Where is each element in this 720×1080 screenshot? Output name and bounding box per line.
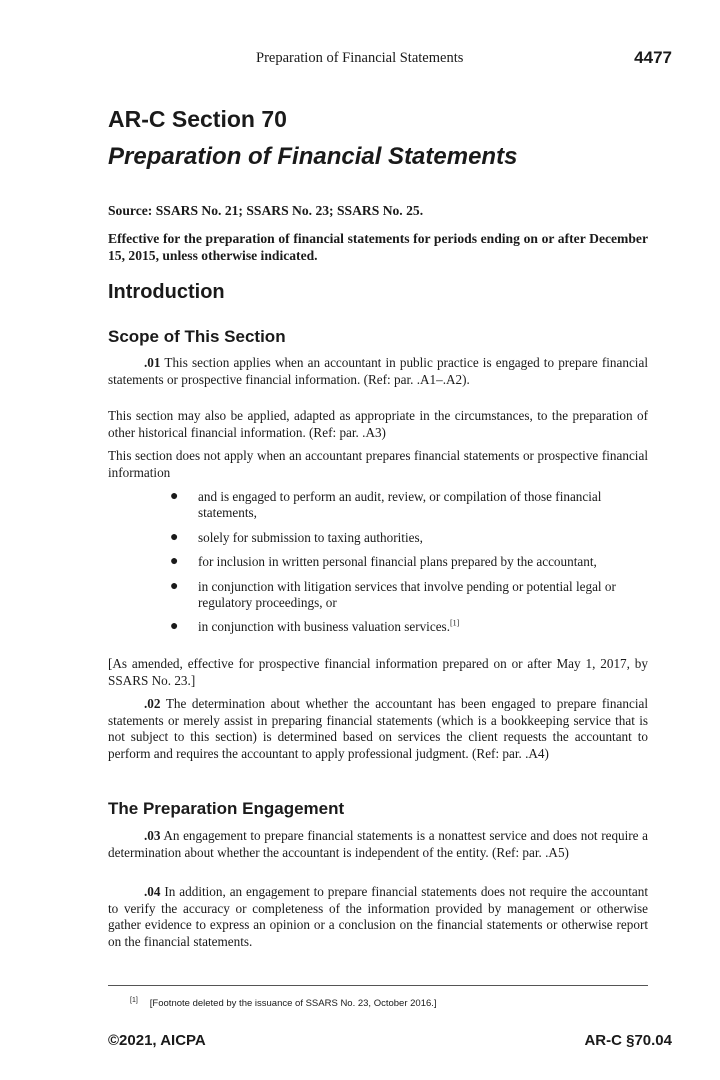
list-item-text: for inclusion in written personal financial plans prepared by the accountant,	[198, 554, 597, 569]
paragraph-text: The determination about whether the accountant has been engaged to prepare financial statements or merely assist in preparing financial statements (which is a bookkeeping service that is not subject to this section) is determined based on services the client requests the accountant to perform and requires the accountant to apply professional judgment. (Ref: par. .A4)	[108, 696, 648, 761]
paragraph-number: .03	[144, 828, 161, 843]
preparation-engagement-heading: The Preparation Engagement	[108, 799, 345, 818]
paragraph-03	[108, 828, 648, 861]
introduction-heading: Introduction	[108, 281, 225, 303]
footnote-text: [Footnote deleted by the issuance of SSARS No. 23, October 2016.]	[149, 998, 437, 1010]
running-title: Preparation of Financial Statements	[256, 50, 464, 66]
paragraph-number: .02	[144, 696, 161, 711]
paragraph-number: .04	[144, 884, 161, 899]
list-item	[168, 489, 648, 521]
paragraph-01-exclusions: This section does not apply when an accountant prepares financial statements or prospective financial information	[108, 448, 648, 480]
bullet-icon: ●	[170, 578, 179, 594]
effective-date-note: Effective for the preparation of financial statements for periods ending on or after December 15, 2015, unless otherwise indicated.	[108, 231, 648, 263]
footnote-divider	[108, 985, 648, 986]
footnote	[130, 997, 650, 1009]
paragraph-number: .01	[144, 355, 161, 370]
paragraph-text: An engagement to prepare financial statements is a nonattest service and does not require a determination about whether the accountant is independent of the entity. (Ref: par. .A5)	[108, 828, 648, 860]
list-item-text: and is engaged to perform an audit, review, or compilation of those financial statements,	[198, 489, 602, 520]
paragraph-04	[108, 884, 648, 950]
footnote-reference-link[interactable]: [1]	[450, 618, 460, 628]
paragraph-text: In addition, an engagement to prepare financial statements does not require the accountant to verify the accuracy or completeness of the information provided by management or otherwise gather evidence to express an opinion or a conclusion on the financial statements or otherwise report on the financial statements.	[108, 884, 649, 949]
paragraph-01-adapted: This section may also be applied, adapted as appropriate in the circumstances, to the preparation of other historical financial information. (Ref: par. .A3)	[108, 408, 648, 440]
list-item	[168, 579, 648, 611]
bullet-icon: ●	[170, 529, 179, 545]
footnote-marker: [1]	[130, 997, 138, 1004]
bullet-icon: ●	[170, 619, 179, 634]
list-item-text: solely for submission to taxing authorities,	[198, 529, 423, 545]
footer-copyright: ©2021, AICPA	[108, 1032, 206, 1049]
section-title: Preparation of Financial Statements	[108, 143, 518, 170]
list-item	[168, 554, 648, 570]
list-item	[168, 530, 648, 546]
scope-heading: Scope of This Section	[108, 327, 286, 346]
bullet-icon: ●	[170, 489, 179, 504]
exclusion-list	[168, 489, 648, 644]
footer-section-reference: AR-C §70.04	[584, 1032, 672, 1049]
running-header	[0, 48, 720, 70]
page-number: 4477	[634, 48, 672, 67]
paragraph-text: This section applies when an accountant in public practice is engaged to prepare financial statements or prospective financial information. (Ref: par. .A1–.A2).	[108, 355, 648, 387]
paragraph-02	[108, 696, 648, 762]
bullet-icon: ●	[170, 554, 179, 569]
paragraph-01	[108, 355, 648, 388]
amendment-note: [As amended, effective for prospective financial information prepared on or after May 1, 2017, by SSARS No. 23.]	[108, 656, 648, 688]
list-item-text: in conjunction with litigation services that involve pending or potential legal or regulatory proceedings, or	[198, 578, 616, 610]
section-label: AR-C Section 70	[108, 106, 287, 132]
list-item	[168, 619, 648, 635]
list-item-text: in conjunction with business valuation services.	[198, 619, 450, 634]
source-line: Source: SSARS No. 21; SSARS No. 23; SSARS No. 25.	[108, 203, 424, 218]
